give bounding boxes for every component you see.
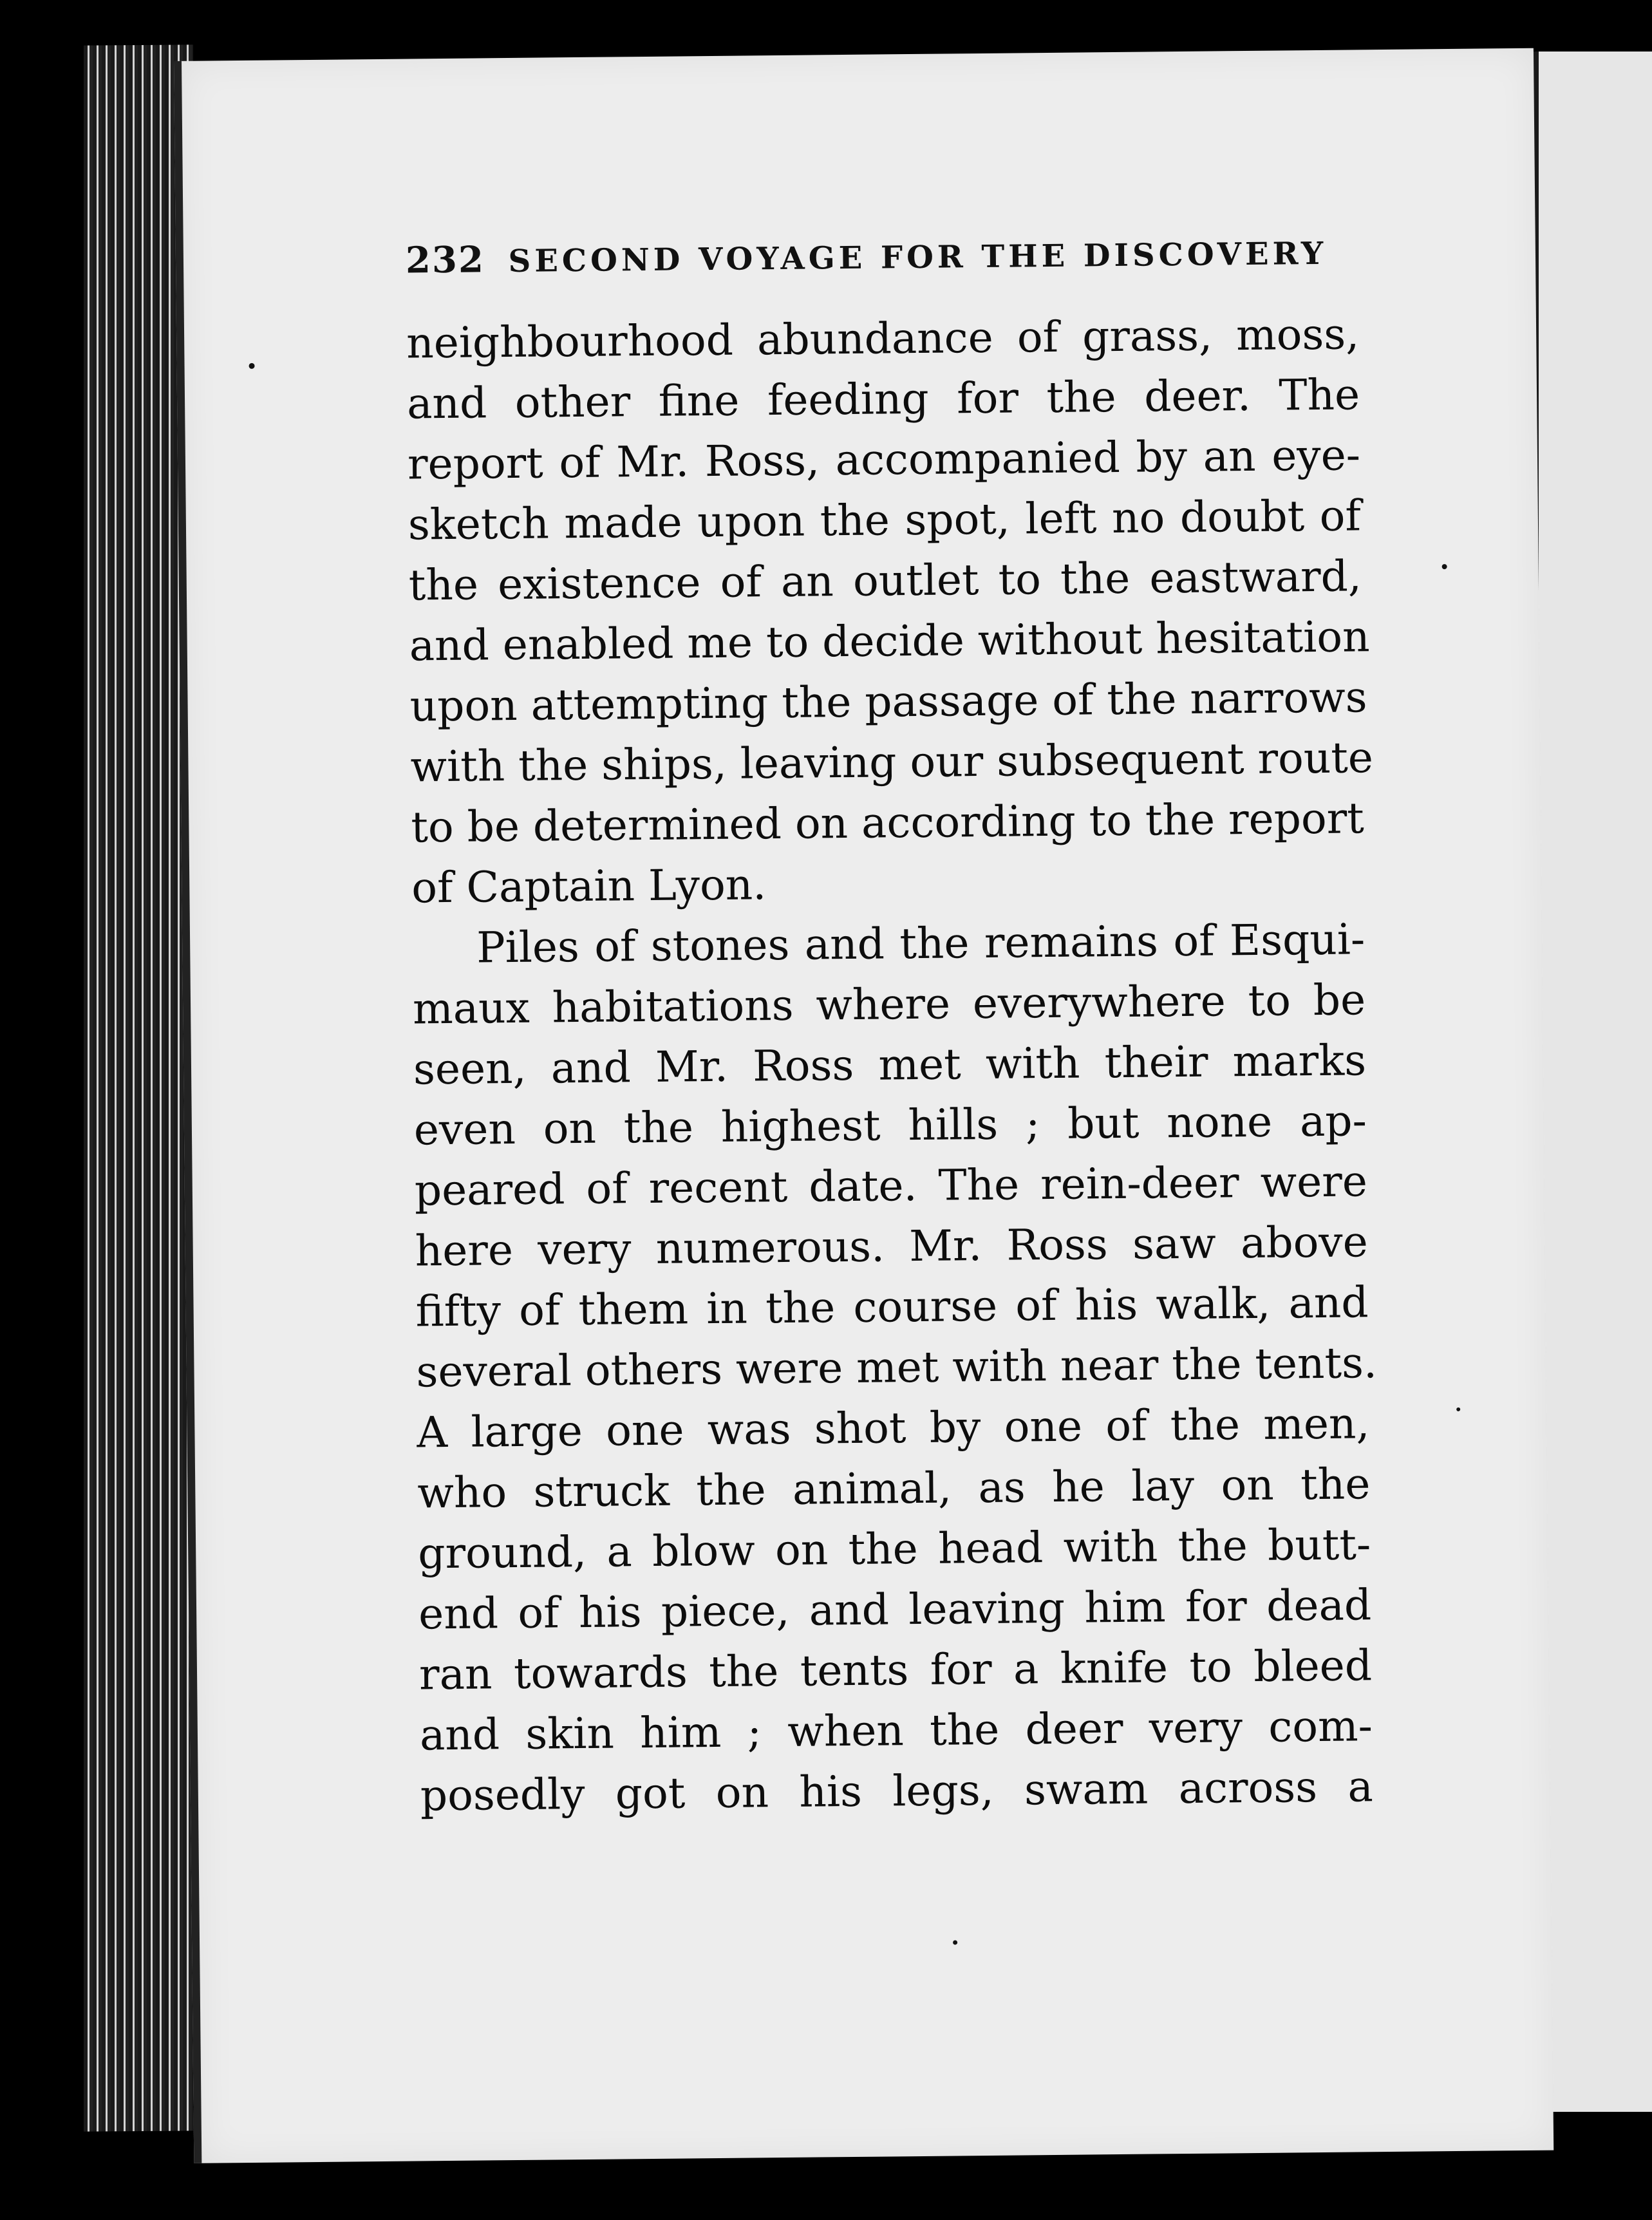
text-line: ran towards the tents for a knife to bleed	[418, 1641, 1373, 1700]
text-line: report of Mr. Ross, accompanied by an eye-	[407, 430, 1361, 489]
running-head	[406, 229, 1469, 282]
text-line: with the ships, leaving our subsequent route	[410, 733, 1374, 792]
scan-speck	[953, 1940, 957, 1944]
text-line: peared of recent date. The rein-deer were	[414, 1156, 1368, 1216]
text-line: and skin him ; when the deer very com-	[419, 1701, 1373, 1760]
text-line: the existence of an outlet to the eastward,	[408, 551, 1362, 610]
running-head-title: SECOND VOYAGE FOR THE DISCOVERY	[508, 235, 1328, 280]
paragraph-first-line: Piles of stones and the remains of Esqui-	[476, 914, 1366, 973]
scan-speck	[1442, 564, 1447, 569]
text-line: here very numerous. Mr. Ross saw above	[415, 1217, 1369, 1276]
text-line: A large one was shot by one of the men,	[417, 1398, 1370, 1458]
text-line: seen, and Mr. Ross met with their marks	[413, 1035, 1367, 1095]
text-line: neighbourhood abundance of grass, moss,	[406, 309, 1360, 368]
scan-speck	[249, 363, 255, 369]
text-line: of Captain Lyon.	[411, 860, 767, 913]
text-line: ground, a blow on the head with the butt-	[417, 1519, 1371, 1579]
body-text	[406, 304, 1378, 1826]
text-line: maux habitations where everywhere to be	[412, 975, 1366, 1034]
book-page	[174, 48, 1553, 2163]
text-line: even on the highest hills ; but none ap-	[413, 1096, 1367, 1155]
text-line: to be determined on according to the report	[411, 793, 1365, 852]
text-line: who struck the animal, as he lay on the	[417, 1459, 1371, 1518]
text-line: posedly got on his legs, swam across a	[420, 1762, 1374, 1821]
text-line: and other fine feeding for the deer. The	[406, 370, 1360, 429]
text-line: and enabled me to decide without hesitation	[409, 612, 1370, 671]
text-line: upon attempting the passage of the narrows	[409, 672, 1367, 731]
text-line: fifty of them in the course of his walk, and	[415, 1277, 1369, 1337]
text-line: several others were met with near the tents.	[416, 1338, 1378, 1397]
page-number: 232	[405, 238, 485, 282]
scan-speck	[1456, 1407, 1460, 1411]
text-line: end of his piece, and leaving him for dead	[418, 1580, 1372, 1639]
text-line: sketch made upon the spot, left no doubt of	[408, 491, 1362, 550]
